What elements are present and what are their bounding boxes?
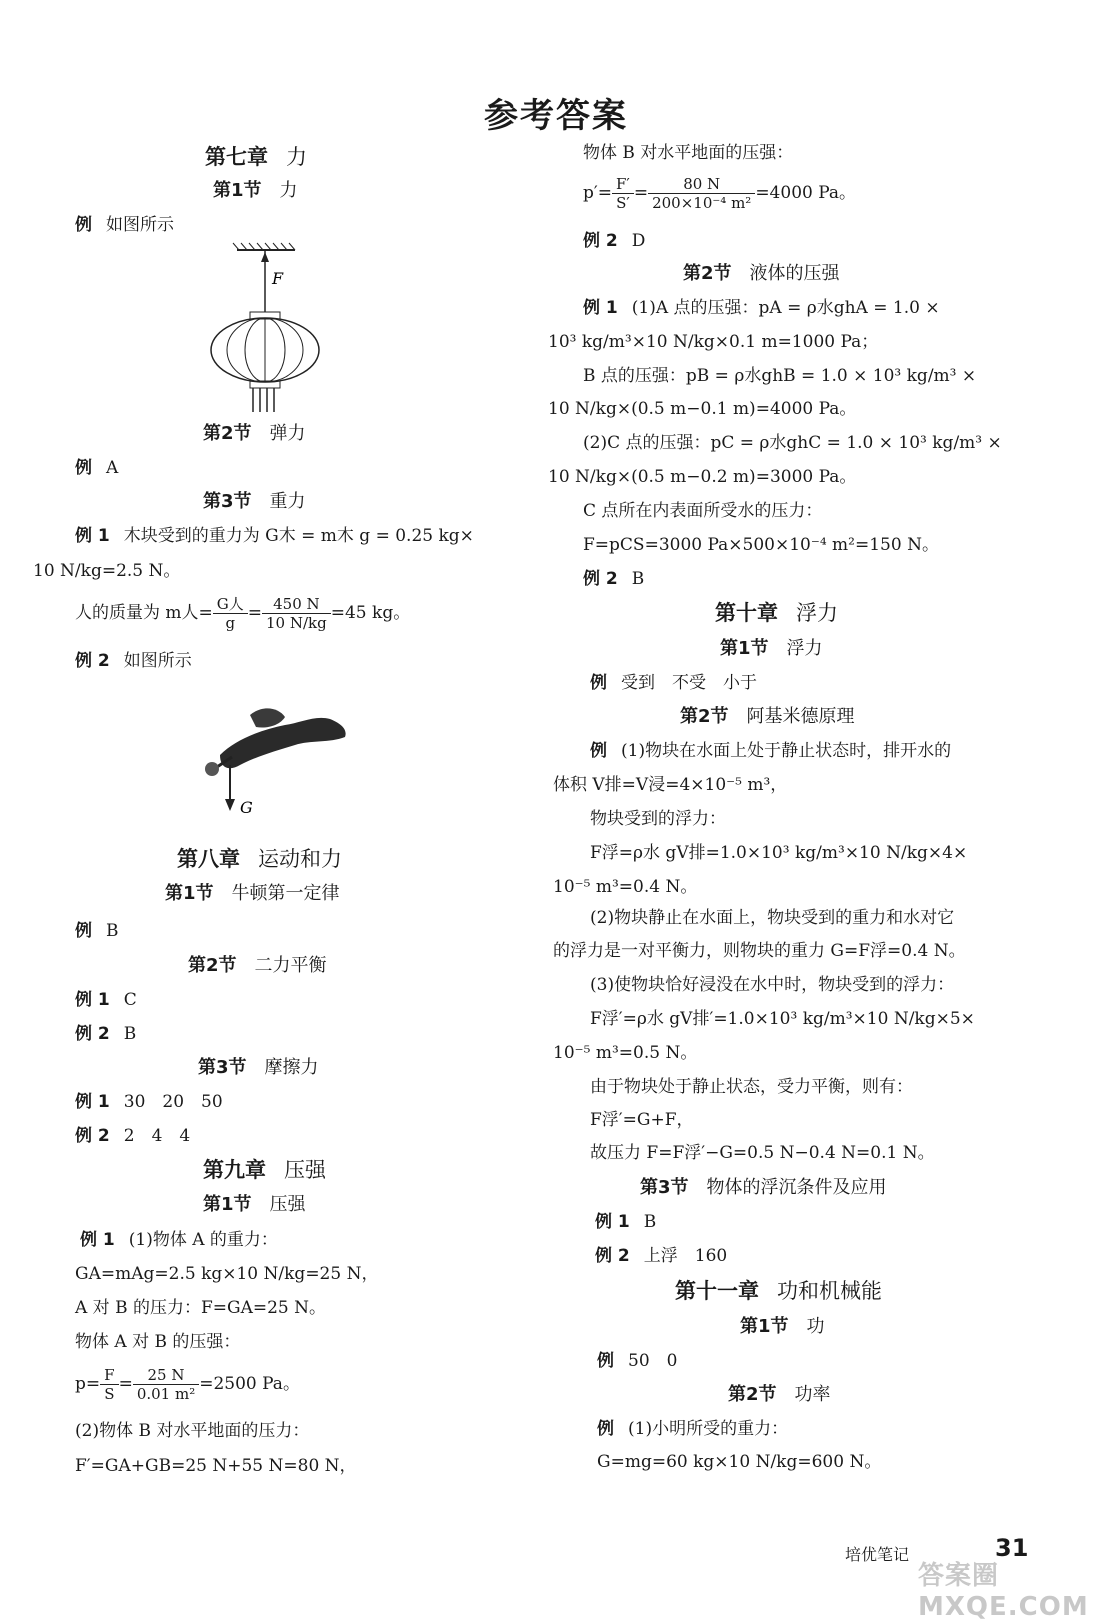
book-series-label: 培优笔记 — [845, 1545, 910, 1564]
text-line: F浮′=ρ水 gV排′=1.0×10³ kg/m³×10 N/kg×5× — [590, 1009, 975, 1029]
section-7-2-heading: 第2节 弹力 — [203, 423, 306, 444]
page-title: 参考答案 — [484, 96, 628, 136]
text-line: F浮=ρ水 gV排=1.0×10³ kg/m³×10 N/kg×4× — [590, 843, 968, 863]
text-line: 故压力 F=F浮′−G=0.5 N−0.4 N=0.1 N。 — [590, 1143, 935, 1163]
pressure-formula: p= $\frac{F}{S}$ = $\frac{25 N}{\text{0.01 m²}}$ =2500 Pa。 — [75, 1366, 300, 1403]
example-10-2: 例 (1)物块在水面上处于静止状态时，排开水的 — [590, 741, 952, 761]
text-line: GA=mAg=2.5 kg×10 N/kg=25 N， — [75, 1264, 379, 1284]
example-9-1-2: 例 2 D — [583, 231, 646, 251]
text-line: 物体 B 对水平地面的压强： — [583, 143, 794, 163]
chapter-11-heading: 第十一章 功和机械能 — [675, 1279, 882, 1303]
text-line: 10⁻⁵ m³=0.5 N。 — [553, 1043, 698, 1063]
example-11-2: 例 (1)小明所受的重力： — [597, 1419, 789, 1439]
text-line: (3)使物块恰好浸没在水中时，物块受到的浮力： — [590, 975, 955, 995]
text-line: 物体 A 对 B 的压强： — [75, 1332, 241, 1352]
example-7-3-1: 例 1 木块受到的重力为 G木 = m木 g = 0.25 kg× — [75, 526, 474, 546]
pressure-formula-b: p′= $\frac{F'}{S'}$ = $\frac{80 N}{\text{200×10⁻⁴ m²}}$ =4000 Pa。 — [583, 175, 857, 212]
section-10-2-heading: 第2节 阿基米德原理 — [680, 706, 855, 727]
example-11-1: 例 50 0 — [597, 1351, 678, 1371]
section-9-1-heading: 第1节 压强 — [203, 1194, 306, 1215]
chapter-9-heading: 第九章 压强 — [203, 1158, 326, 1182]
example-9-1-1: 例 1 (1)物体 A 的重力： — [80, 1230, 278, 1250]
text-line: G=mg=60 kg×10 N/kg=600 N。 — [597, 1452, 882, 1472]
watermark: 答案圈 MXQE.COM — [918, 1561, 1089, 1622]
text-line: 物块受到的浮力： — [590, 809, 726, 829]
arrow-head-icon — [261, 252, 269, 262]
text-line: 的浮力是一对平衡力，则物块的重力 G=F浮=0.4 N。 — [553, 941, 966, 961]
mass-formula: 人的质量为 m人= $\frac{\text{G人}}{g}$ = $\frac{450 N}{10 N/kg}$ =45 kg。 — [75, 595, 411, 632]
text-line: A 对 B 的压力：F=GA=25 N。 — [75, 1298, 327, 1318]
chapter-7-heading: 第七章 力 — [205, 145, 307, 169]
text-line: (2)物块静止在水面上，物块受到的重力和水对它 — [590, 908, 955, 928]
example-8-1: 例 B — [75, 921, 119, 941]
example-8-2-2: 例 2 B — [75, 1024, 137, 1044]
text-line: 10⁻⁵ m³=0.4 N。 — [553, 877, 698, 897]
example-7-2: 例 A — [75, 458, 119, 478]
section-8-3-heading: 第3节 摩擦力 — [198, 1057, 319, 1078]
arrow-head-icon — [225, 799, 235, 811]
example-8-2-1: 例 1 C — [75, 990, 137, 1010]
text-line: F浮′=G+F， — [590, 1110, 694, 1130]
example-9-2-1: 例 1 (1)A 点的压强：pA = ρ水ghA = 1.0 × — [583, 298, 940, 318]
section-8-1-heading: 第1节 牛顿第一定律 — [165, 883, 340, 904]
section-7-1-heading: 第1节 力 — [213, 180, 298, 201]
text-line: (2)物体 B 对水平地面的压力： — [75, 1421, 310, 1441]
text-line: 10 N/kg×(0.5 m−0.2 m)=3000 Pa。 — [548, 467, 857, 487]
text-line: 10 N/kg=2.5 N。 — [33, 561, 181, 581]
text-line: C 点所在内表面所受水的压力： — [583, 501, 823, 521]
example-10-1: 例 受到 不受 小于 — [590, 673, 757, 693]
text-line: 10³ kg/m³×10 N/kg×0.1 m=1000 Pa； — [548, 332, 879, 352]
section-7-3-heading: 第3节 重力 — [203, 491, 306, 512]
section-11-1-heading: 第1节 功 — [740, 1316, 825, 1337]
section-10-1-heading: 第1节 浮力 — [720, 638, 823, 659]
text-line: (2)C 点的压强：pC = ρ水ghC = 1.0 × 10³ kg/m³ × — [583, 433, 1002, 453]
text-line: 由于物块处于静止状态，受力平衡，则有： — [590, 1077, 913, 1097]
chapter-10-heading: 第十章 浮力 — [715, 601, 838, 625]
text-line: 体积 V排=V浸=4×10⁻⁵ m³， — [553, 775, 788, 795]
section-11-2-heading: 第2节 功率 — [728, 1384, 831, 1405]
text-line: F=pCS=3000 Pa×500×10⁻⁴ m²=150 N。 — [583, 535, 939, 555]
text-line: B 点的压强：pB = ρ水ghB = 1.0 × 10³ kg/m³ × — [583, 366, 977, 386]
example-10-3-2: 例 2 上浮 160 — [595, 1246, 728, 1266]
example-10-3-1: 例 1 B — [595, 1212, 657, 1232]
force-f-label: F — [272, 269, 284, 288]
skier-gravity-figure — [190, 695, 360, 820]
lantern-figure — [205, 240, 325, 415]
chapter-8-heading: 第八章 运动和力 — [177, 847, 342, 871]
example-8-3-2: 例 2 2 4 4 — [75, 1126, 191, 1146]
text-line: F′=GA+GB=25 N+55 N=80 N， — [75, 1456, 357, 1476]
section-8-2-heading: 第2节 二力平衡 — [188, 955, 327, 976]
force-g-label: G — [240, 798, 253, 817]
example-7-1: 例 如图所示 — [75, 215, 174, 235]
example-9-2-2: 例 2 B — [583, 569, 645, 589]
example-7-3-2: 例 2 如图所示 — [75, 651, 192, 671]
text-line: 10 N/kg×(0.5 m−0.1 m)=4000 Pa。 — [548, 399, 857, 419]
example-8-3-1: 例 1 30 20 50 — [75, 1092, 223, 1112]
page-number: 31 — [995, 1534, 1029, 1562]
section-10-3-heading: 第3节 物体的浮沉条件及应用 — [640, 1177, 887, 1198]
section-9-2-heading: 第2节 液体的压强 — [683, 263, 840, 284]
